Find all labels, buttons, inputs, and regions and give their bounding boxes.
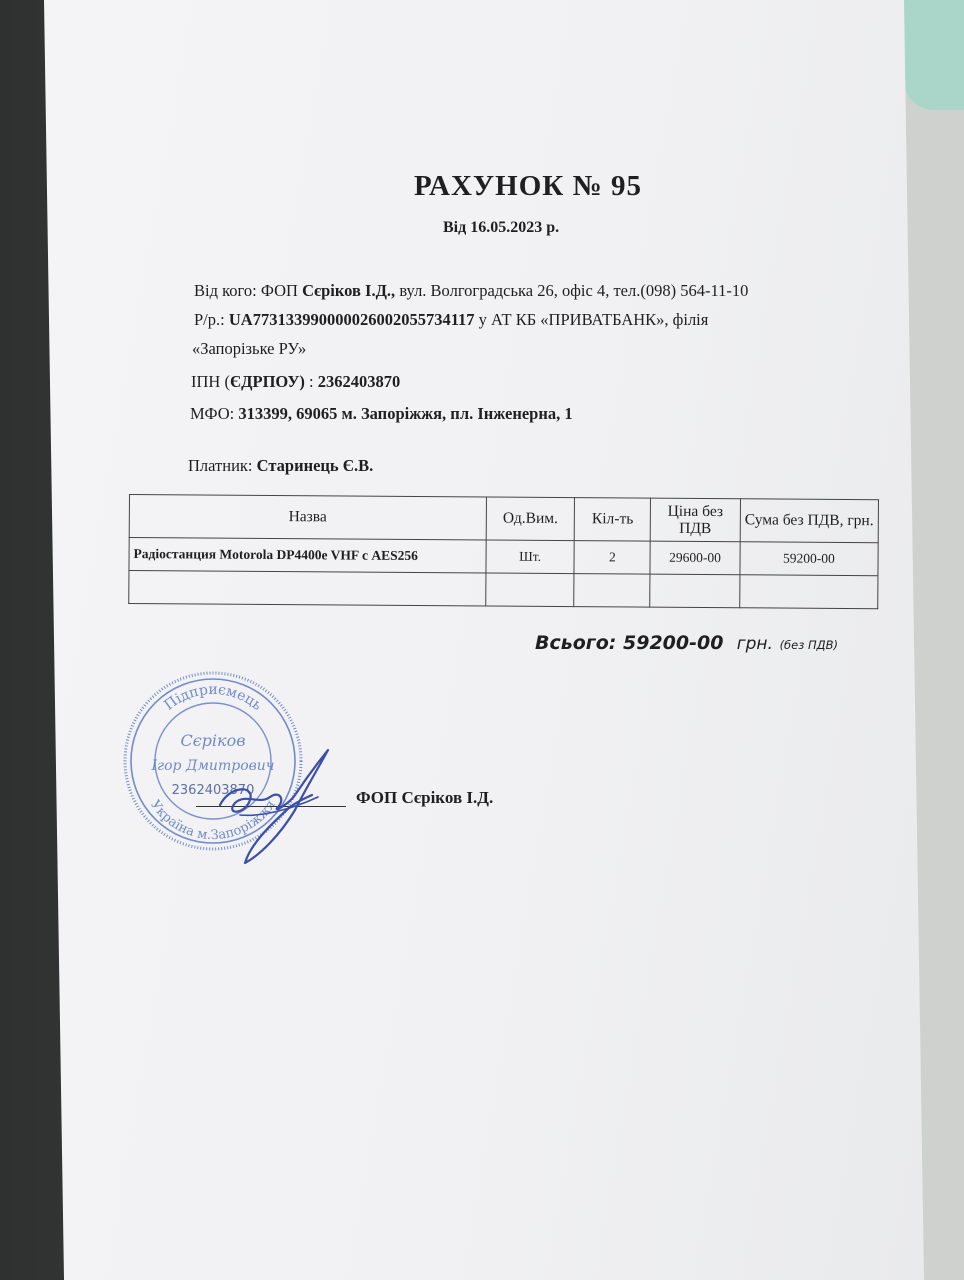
invoice-date: Від 16.05.2023 р. bbox=[443, 219, 560, 236]
ipn-label-1: ІПН ( bbox=[191, 372, 230, 391]
header-name: Назва bbox=[129, 495, 486, 540]
stamp-bottom-text: Україна м.Запоріжжя bbox=[147, 797, 279, 844]
signature-graphic bbox=[200, 745, 350, 870]
account-bank: у АТ КБ «ПРИВАТБАНК», філія bbox=[474, 310, 709, 329]
handwritten-signature bbox=[200, 745, 350, 870]
ipn-value: 2362403870 bbox=[317, 372, 401, 391]
total-label: Всього: bbox=[535, 632, 624, 654]
header-quantity: Кіл-ть bbox=[575, 498, 651, 542]
seller-address: вул. Волгоградська 26, офіс 4, тел.(098) 564-11-10 bbox=[395, 281, 749, 300]
header-unit: Од.Вим. bbox=[486, 497, 575, 541]
total-note: (без ПДВ) bbox=[779, 638, 838, 652]
table-row bbox=[129, 571, 878, 609]
invoice-title: РАХУНОК № 95 bbox=[414, 170, 642, 202]
ipn-label-bold: ЄДРПОУ) bbox=[229, 372, 305, 391]
mfo-line bbox=[190, 404, 573, 424]
empty-cell bbox=[650, 574, 740, 608]
item-price: 29600-00 bbox=[650, 541, 740, 575]
ipn-label-2: : bbox=[304, 372, 318, 391]
mfo-value: 313399, 69065 м. Запоріжжя, пл. Інженерна, 1 bbox=[238, 404, 573, 423]
stamp-top-text: Підприємець bbox=[161, 682, 265, 714]
empty-cell bbox=[129, 571, 486, 606]
bank-branch: «Запорізьке РУ» bbox=[192, 339, 307, 358]
signer-name: ФОП Сєріков І.Д. bbox=[356, 788, 494, 807]
item-quantity: 2 bbox=[574, 541, 650, 575]
stamp-code: 2362403870 bbox=[171, 783, 255, 798]
item-name: Радіостанция Motorola DP4400e VHF с AES256 bbox=[129, 538, 486, 573]
payer-name: Старинець Є.В. bbox=[256, 456, 374, 475]
seller-from-label: Від кого: ФОП bbox=[194, 281, 303, 300]
account-line bbox=[194, 310, 708, 330]
stamp-full-name: Ігор Дмитрович bbox=[151, 758, 275, 774]
payer-label: Платник: bbox=[188, 456, 257, 475]
account-label: Р/р.: bbox=[194, 310, 229, 329]
seller-name: Сєріков І.Д., bbox=[302, 281, 396, 300]
mfo-label: МФО: bbox=[190, 404, 239, 423]
header-price: Ціна без ПДВ bbox=[650, 498, 740, 542]
total-line bbox=[535, 632, 838, 654]
ipn-line bbox=[191, 372, 400, 392]
total-currency: грн. bbox=[736, 634, 773, 654]
seller-line bbox=[194, 281, 748, 301]
table-header-row bbox=[129, 495, 878, 543]
stamp-name: Сєріков bbox=[180, 731, 246, 750]
item-sum: 59200-00 bbox=[740, 542, 878, 576]
account-number: UA773133990000026002055734117 bbox=[228, 310, 475, 329]
item-unit: Шт. bbox=[486, 540, 575, 574]
empty-cell bbox=[485, 573, 574, 607]
payer-line bbox=[188, 456, 373, 476]
empty-cell bbox=[739, 575, 877, 609]
total-amount: 59200-00 bbox=[623, 632, 724, 654]
empty-cell bbox=[574, 574, 650, 608]
header-sum: Сума без ПДВ, грн. bbox=[740, 499, 879, 543]
items-table bbox=[128, 494, 879, 609]
table-row bbox=[129, 538, 878, 576]
background-object bbox=[904, 0, 964, 110]
